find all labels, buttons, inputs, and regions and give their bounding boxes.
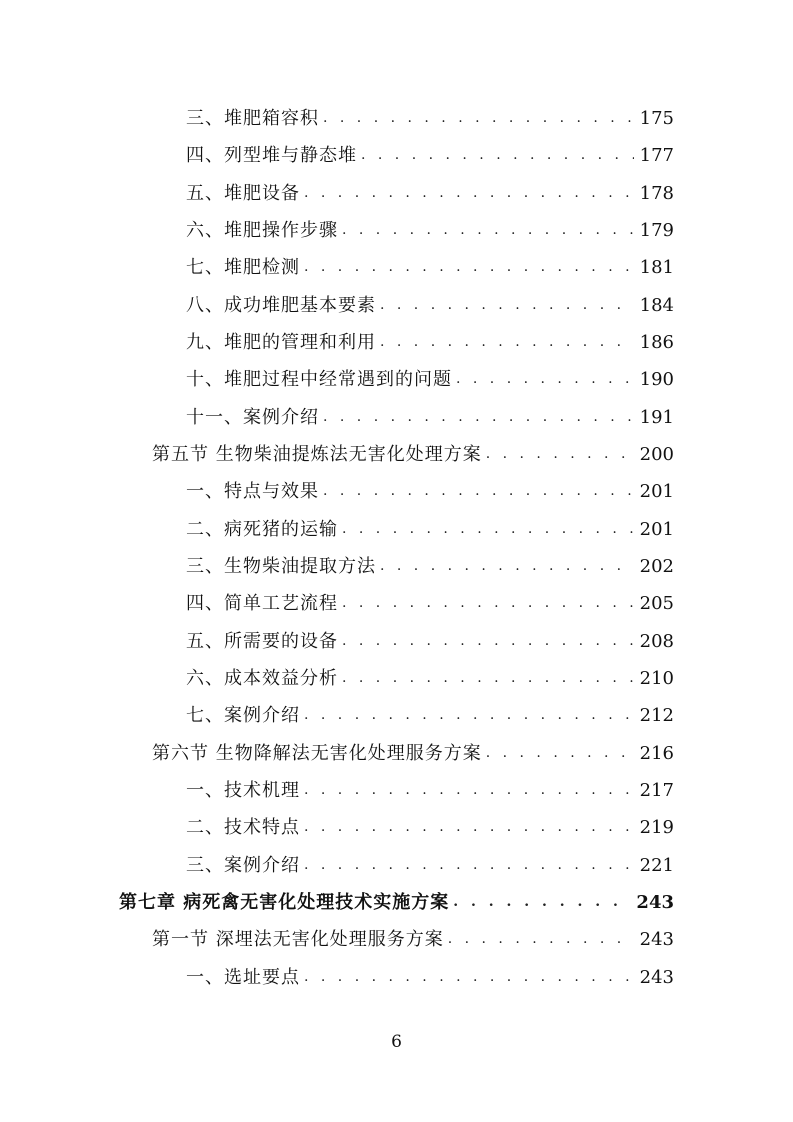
toc-entry[interactable]	[186, 959, 674, 996]
toc-dot-leader	[304, 772, 634, 809]
toc-entry[interactable]	[186, 623, 674, 660]
page-number: 6	[391, 1032, 402, 1052]
toc-entry-title: 十、堆肥过程中经常遇到的问题	[186, 369, 452, 390]
toc-entry[interactable]	[186, 548, 674, 585]
toc-dot-leader	[380, 287, 634, 324]
toc-entry-page: 243	[636, 892, 674, 913]
toc-dot-leader	[342, 585, 634, 622]
toc-entry[interactable]	[186, 772, 674, 809]
toc-entry[interactable]	[152, 735, 674, 772]
toc-entry[interactable]	[152, 921, 674, 958]
toc-entry[interactable]	[186, 137, 674, 174]
toc-entry-page: 202	[639, 556, 674, 577]
toc-entry-page: 243	[639, 929, 674, 950]
toc-dot-leader	[304, 809, 634, 846]
toc-dot-leader	[304, 959, 634, 996]
toc-entry-title: 十一、案例介绍	[186, 407, 319, 428]
toc-entry-page: 212	[639, 705, 674, 726]
toc-entry-title: 五、所需要的设备	[186, 631, 338, 652]
toc-dot-leader	[453, 884, 630, 921]
toc-entry-title: 四、简单工艺流程	[186, 593, 338, 614]
toc-entry-title: 七、案例介绍	[186, 705, 300, 726]
toc-entry-page: 179	[639, 220, 674, 241]
toc-dot-leader	[304, 847, 634, 884]
toc-entry[interactable]	[186, 212, 674, 249]
toc-entry-title: 三、案例介绍	[186, 855, 300, 876]
toc-dot-leader	[323, 399, 634, 436]
toc-entry-title: 第一节 深埋法无害化处理服务方案	[152, 929, 444, 950]
toc-entry-title: 五、堆肥设备	[186, 183, 300, 204]
toc-entry-page: 184	[639, 295, 674, 316]
toc-entry-page: 217	[639, 780, 674, 801]
toc-entry[interactable]	[186, 585, 674, 622]
toc-entry-title: 一、选址要点	[186, 967, 300, 988]
toc-entry-page: 208	[639, 631, 674, 652]
toc-entry-page: 201	[639, 481, 674, 502]
toc-dot-leader	[448, 921, 634, 958]
toc-entry-title: 六、成本效益分析	[186, 668, 338, 689]
toc-entry[interactable]	[186, 511, 674, 548]
toc-entry-page: 243	[639, 967, 674, 988]
toc-entry[interactable]	[186, 361, 674, 398]
toc-chapter-entry[interactable]	[119, 884, 674, 921]
toc-entry-page: 216	[639, 743, 674, 764]
toc-entry-page: 186	[639, 332, 674, 353]
toc-dot-leader	[342, 623, 634, 660]
toc-entry-title: 一、技术机理	[186, 780, 300, 801]
toc-entry-title: 三、堆肥箱容积	[186, 108, 319, 129]
toc-entry-page: 200	[639, 444, 674, 465]
toc-entry-page: 191	[639, 407, 674, 428]
toc-entry-page: 175	[639, 108, 674, 129]
toc-entry[interactable]	[186, 249, 674, 286]
toc-dot-leader	[323, 473, 634, 510]
toc-dot-leader	[486, 735, 634, 772]
toc-entry-title: 一、特点与效果	[186, 481, 319, 502]
toc-entry-page: 181	[639, 257, 674, 278]
toc-dot-leader	[380, 324, 634, 361]
toc-dot-leader	[304, 249, 634, 286]
toc-entry-title: 第七章 病死禽无害化处理技术实施方案	[119, 892, 450, 913]
toc-entry-title: 第五节 生物柴油提炼法无害化处理方案	[152, 444, 482, 465]
toc-dot-leader	[304, 175, 634, 212]
toc-entry[interactable]	[186, 847, 674, 884]
toc-entry-title: 二、技术特点	[186, 817, 300, 838]
toc-entry-title: 七、堆肥检测	[186, 257, 300, 278]
toc-entry[interactable]	[186, 287, 674, 324]
toc-entry-title: 二、病死猪的运输	[186, 519, 338, 540]
toc-entry[interactable]	[186, 324, 674, 361]
toc-entry-page: 201	[639, 519, 674, 540]
toc-dot-leader	[342, 660, 634, 697]
toc-entry[interactable]	[152, 436, 674, 473]
toc-entry[interactable]	[186, 399, 674, 436]
toc-entry-page: 219	[639, 817, 674, 838]
toc-dot-leader	[342, 212, 634, 249]
toc-entry-page: 221	[639, 855, 674, 876]
toc-dot-leader	[342, 511, 634, 548]
toc-dot-leader	[361, 137, 634, 174]
toc-entry[interactable]	[186, 473, 674, 510]
toc-entry-page: 210	[639, 668, 674, 689]
toc-entry[interactable]	[186, 697, 674, 734]
toc-entry[interactable]	[186, 660, 674, 697]
toc-entry-title: 八、成功堆肥基本要素	[186, 295, 376, 316]
toc-dot-leader	[456, 361, 634, 398]
toc-entry-page: 205	[639, 593, 674, 614]
toc-entry[interactable]	[186, 175, 674, 212]
toc-dot-leader	[380, 548, 634, 585]
toc-entry[interactable]	[186, 100, 674, 137]
toc-entry-page: 190	[639, 369, 674, 390]
toc-dot-leader	[486, 436, 634, 473]
toc-entry-title: 第六节 生物降解法无害化处理服务方案	[152, 743, 482, 764]
toc-entry-title: 四、列型堆与静态堆	[186, 145, 357, 166]
toc-entry-page: 177	[639, 145, 674, 166]
toc-entry-title: 九、堆肥的管理和利用	[186, 332, 376, 353]
toc-dot-leader	[304, 697, 634, 734]
toc-entry[interactable]	[186, 809, 674, 846]
toc-entry-title: 六、堆肥操作步骤	[186, 220, 338, 241]
toc-entry-page: 178	[639, 183, 674, 204]
toc-entry-title: 三、生物柴油提取方法	[186, 556, 376, 577]
toc-dot-leader	[323, 100, 634, 137]
